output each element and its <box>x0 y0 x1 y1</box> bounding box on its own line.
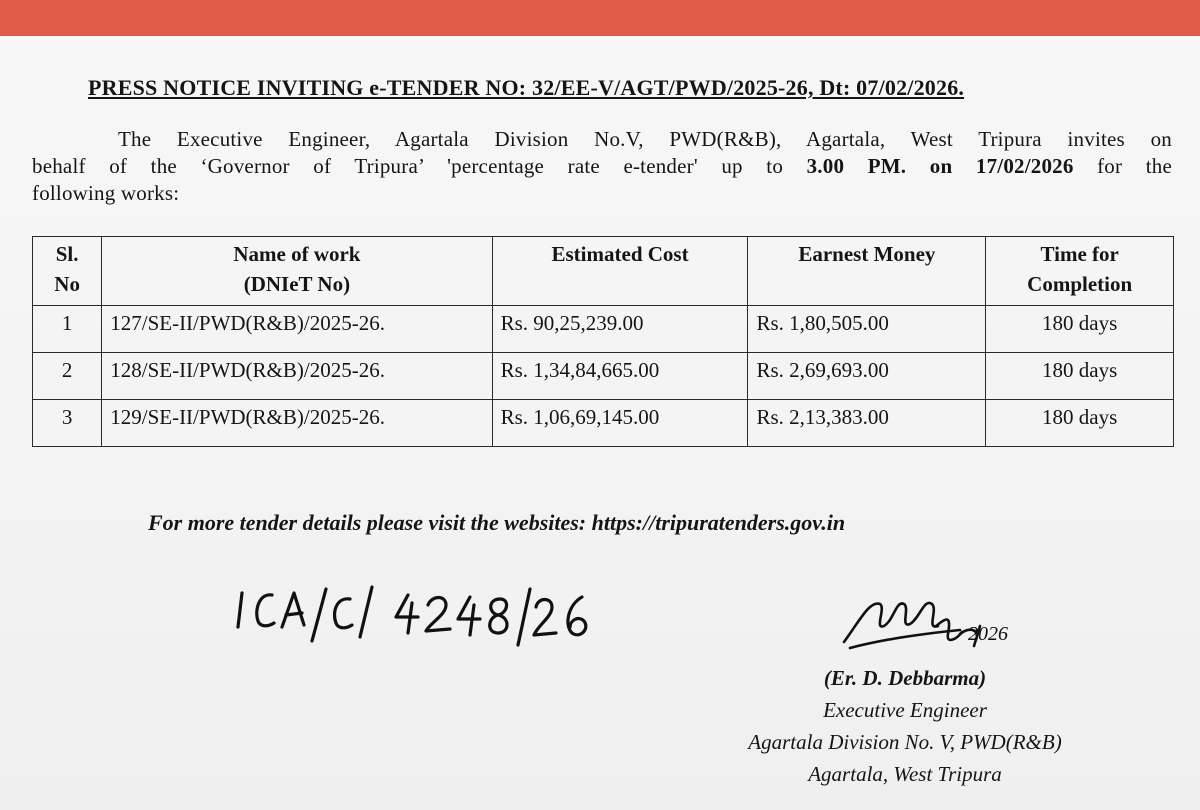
cell-sl: 1 <box>33 306 102 353</box>
cell-cost: Rs. 1,06,69,145.00 <box>492 400 748 447</box>
signatory-name: (Er. D. Debbarma) <box>823 666 987 690</box>
cell-earnest-money: Rs. 2,13,383.00 <box>748 400 986 447</box>
cell-sl: 3 <box>33 400 102 447</box>
cell-name: 128/SE-II/PWD(R&B)/2025-26. <box>102 353 492 400</box>
cell-name: 127/SE-II/PWD(R&B)/2025-26. <box>102 306 492 353</box>
header-earnest-money: Earnest Money <box>748 237 986 306</box>
signature-scribble <box>840 590 1040 670</box>
table-row <box>33 306 1174 353</box>
table-row <box>33 353 1174 400</box>
signatory-designation: Executive Engineer <box>823 698 987 722</box>
cell-cost: Rs. 90,25,239.00 <box>492 306 748 353</box>
cell-time: 180 days <box>986 353 1174 400</box>
cell-time: 180 days <box>986 400 1174 447</box>
top-accent-bar <box>0 0 1200 36</box>
signatory-office: Agartala Division No. V, PWD(R&B) <box>748 730 1062 754</box>
table-row <box>33 400 1174 447</box>
table-header-row <box>33 237 1174 306</box>
header-name-of-work: Name of work (DNIeT No) <box>102 237 492 306</box>
cell-earnest-money: Rs. 2,69,693.00 <box>748 353 986 400</box>
svg-text:2026: 2026 <box>968 623 1008 645</box>
cell-sl: 2 <box>33 353 102 400</box>
header-time-for-completion: Time for Completion <box>986 237 1174 306</box>
deadline-text: 3.00 PM. on 17/02/2026 <box>806 154 1074 178</box>
cell-name: 129/SE-II/PWD(R&B)/2025-26. <box>102 400 492 447</box>
paragraph-line-2 <box>32 153 1172 180</box>
paragraph-line-1-text: The Executive Engineer, Agartala Division No.V, PWD(R&B), Agartala, West Tripura invites on <box>118 127 1172 151</box>
signatory-block <box>680 662 1130 790</box>
notice-heading: PRESS NOTICE INVITING e-TENDER NO: 32/EE-V/AGT/PWD/2025-26, Dt: 07/02/2026. <box>88 75 965 100</box>
tender-table <box>32 236 1174 447</box>
signatory-location: Agartala, West Tripura <box>808 762 1002 786</box>
handwritten-reference <box>232 575 612 655</box>
cell-earnest-money: Rs. 1,80,505.00 <box>748 306 986 353</box>
notice-paragraph <box>32 126 1172 207</box>
header-estimated-cost: Estimated Cost <box>492 237 748 306</box>
website-link-line: For more tender details please visit the websites: https://tripuratenders.gov.in <box>148 510 846 535</box>
header-sl-no: Sl. No <box>33 237 102 306</box>
cell-time: 180 days <box>986 306 1174 353</box>
paragraph-line-2c: for the <box>1073 154 1173 178</box>
paragraph-line-3: following works: <box>32 181 180 205</box>
paragraph-line-2a: behalf of the ‘Governor of Tripura’ 'percentage rate e-tender' up to <box>32 154 807 178</box>
cell-cost: Rs. 1,34,84,665.00 <box>492 353 748 400</box>
paragraph-line-1 <box>32 126 1172 153</box>
